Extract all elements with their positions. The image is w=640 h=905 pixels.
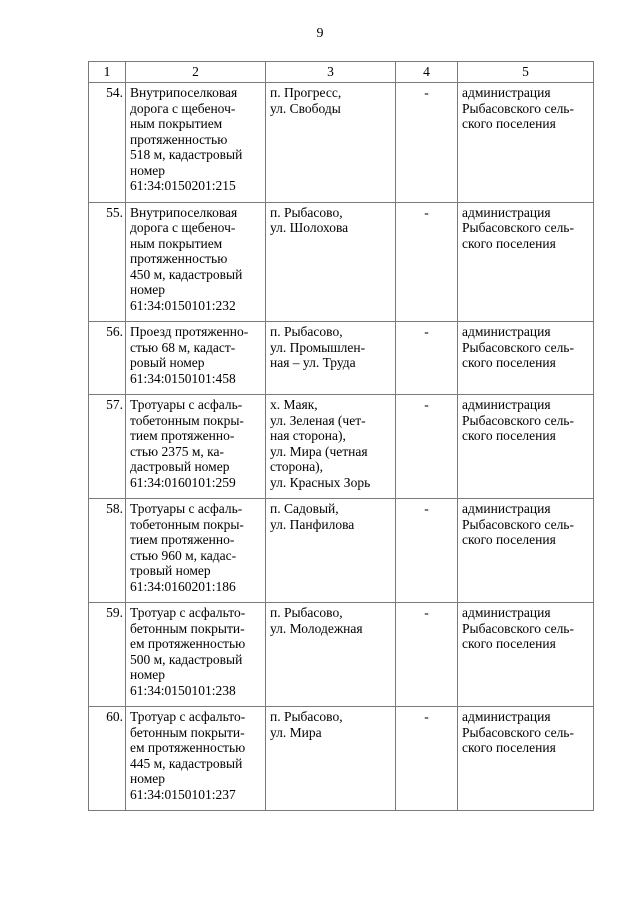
column-header-4: 4 bbox=[396, 62, 458, 83]
column-4-value: - bbox=[396, 707, 458, 811]
row-number: 55. bbox=[89, 202, 126, 322]
object-address: п. Рыбасово, ул. Мира bbox=[266, 707, 396, 811]
owner-name: администрация Рыбасовского сель- ского поселения bbox=[458, 322, 594, 395]
owner-name: администрация Рыбасовского сель- ского поселения bbox=[458, 499, 594, 603]
column-header-5: 5 bbox=[458, 62, 594, 83]
column-4-value: - bbox=[396, 603, 458, 707]
object-description: Тротуары с асфаль- тобетонным покры- тием протяженно- стью 2375 м, ка- дастровый номер 61:34:0160101:259 bbox=[126, 395, 266, 499]
owner-name: администрация Рыбасовского сель- ского поселения bbox=[458, 395, 594, 499]
row-number: 56. bbox=[89, 322, 126, 395]
column-4-value: - bbox=[396, 499, 458, 603]
object-description: Внутрипоселковая дорога с щебеноч- ным покрытием протяженностью 518 м, кадастровый номер 61:34:0150201:215 bbox=[126, 83, 266, 203]
column-4-value: - bbox=[396, 202, 458, 322]
row-number: 59. bbox=[89, 603, 126, 707]
column-4-value: - bbox=[396, 322, 458, 395]
owner-name: администрация Рыбасовского сель- ского поселения bbox=[458, 83, 594, 203]
column-header-2: 2 bbox=[126, 62, 266, 83]
table-row bbox=[89, 707, 594, 811]
table-row bbox=[89, 603, 594, 707]
row-number: 58. bbox=[89, 499, 126, 603]
page-number: 9 bbox=[316, 26, 324, 41]
object-description: Проезд протяженно- стью 68 м, кадаст- ровый номер 61:34:0150101:458 bbox=[126, 322, 266, 395]
table-row bbox=[89, 202, 594, 322]
column-4-value: - bbox=[396, 395, 458, 499]
row-number: 54. bbox=[89, 83, 126, 203]
object-address: п. Рыбасово, ул. Шолохова bbox=[266, 202, 396, 322]
object-description: Внутрипоселковая дорога с щебеноч- ным покрытием протяженностью 450 м, кадастровый номер 61:34:0150101:232 bbox=[126, 202, 266, 322]
object-description: Тротуар с асфальто- бетонным покрыти- ем протяженностью 445 м, кадастровый номер 61:34:0150101:237 bbox=[126, 707, 266, 811]
column-header-1: 1 bbox=[89, 62, 126, 83]
object-address: х. Маяк, ул. Зеленая (чет- ная сторона), ул. Мира (четная сторона), ул. Красных Зорь bbox=[266, 395, 396, 499]
object-address: п. Садовый, ул. Панфилова bbox=[266, 499, 396, 603]
object-address: п. Прогресс, ул. Свободы bbox=[266, 83, 396, 203]
row-number: 57. bbox=[89, 395, 126, 499]
owner-name: администрация Рыбасовского сель- ского поселения bbox=[458, 603, 594, 707]
object-description: Тротуары с асфаль- тобетонным покры- тием протяженно- стью 960 м, кадас- тровый номер 61:34:0160201:186 bbox=[126, 499, 266, 603]
owner-name: администрация Рыбасовского сель- ского поселения bbox=[458, 707, 594, 811]
property-registry-table bbox=[88, 61, 594, 811]
row-number: 60. bbox=[89, 707, 126, 811]
table-header-row bbox=[89, 62, 594, 83]
table-row bbox=[89, 395, 594, 499]
object-address: п. Рыбасово, ул. Молодежная bbox=[266, 603, 396, 707]
column-4-value: - bbox=[396, 83, 458, 203]
column-header-3: 3 bbox=[266, 62, 396, 83]
table-row bbox=[89, 499, 594, 603]
object-address: п. Рыбасово, ул. Промышлен- ная – ул. Труда bbox=[266, 322, 396, 395]
owner-name: администрация Рыбасовского сель- ского поселения bbox=[458, 202, 594, 322]
object-description: Тротуар с асфальто- бетонным покрыти- ем протяженностью 500 м, кадастровый номер 61:34:0150101:238 bbox=[126, 603, 266, 707]
table-row bbox=[89, 322, 594, 395]
table-row bbox=[89, 83, 594, 203]
